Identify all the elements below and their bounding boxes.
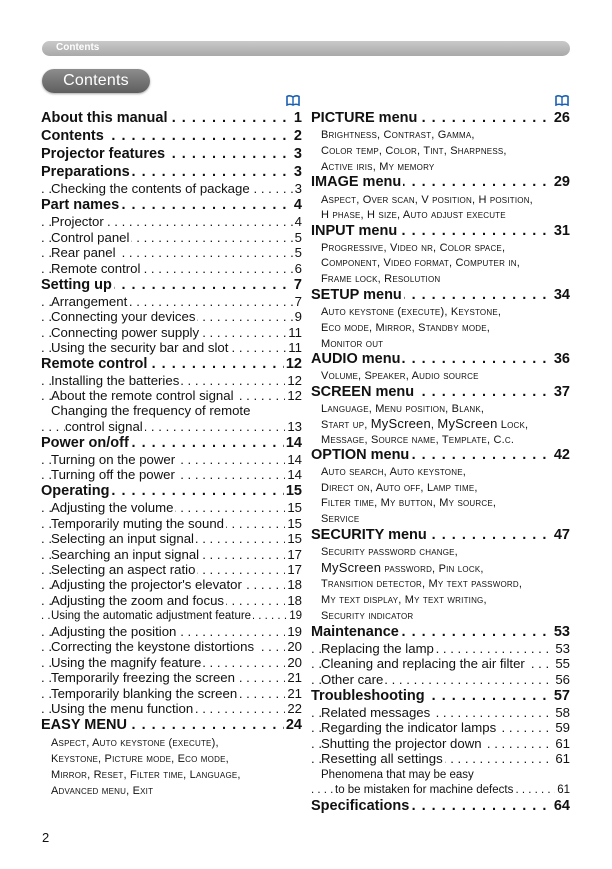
toc-subentry[interactable] bbox=[311, 736, 570, 752]
toc-page-number: 12 bbox=[287, 388, 302, 403]
toc-entry-title: Checking the contents of package bbox=[51, 181, 250, 196]
menu-items-list: Brightness, Contrast, Gamma, bbox=[321, 129, 475, 141]
toc-page-number: 22 bbox=[287, 701, 302, 716]
toc-entry-title: Connecting your devices bbox=[51, 309, 196, 324]
toc-page-number: 19 bbox=[289, 610, 302, 622]
toc-entry-title: Replacing the lamp bbox=[321, 641, 434, 656]
toc-section-entry[interactable] bbox=[311, 624, 570, 641]
toc-entry-title: IMAGE menu bbox=[311, 174, 402, 190]
toc-page-number: 7 bbox=[293, 277, 302, 293]
page-title: Contents bbox=[63, 72, 129, 89]
toc-subentry[interactable] bbox=[41, 639, 302, 655]
toc-section-entry[interactable] bbox=[41, 717, 302, 734]
book-icon bbox=[555, 95, 569, 106]
toc-page-number: 11 bbox=[288, 325, 302, 340]
toc-page-number: 4 bbox=[294, 214, 302, 229]
toc-page-number: 7 bbox=[294, 294, 302, 309]
toc-page-number: 57 bbox=[553, 688, 570, 704]
toc-section-entry[interactable] bbox=[41, 435, 302, 452]
toc-page-number: 42 bbox=[553, 447, 570, 463]
book-icon bbox=[286, 95, 300, 106]
toc-entry-title: Projector features bbox=[41, 146, 166, 162]
toc-page-number: 5 bbox=[294, 245, 302, 260]
toc-entry-title: Contents bbox=[41, 128, 104, 144]
toc-page-number: 17 bbox=[287, 562, 302, 577]
toc-entry-title: Regarding the indicator lamps bbox=[321, 720, 497, 735]
toc-page-number: 31 bbox=[553, 223, 570, 239]
toc-subentry[interactable] bbox=[41, 419, 302, 435]
toc-section-entry[interactable] bbox=[41, 128, 302, 145]
toc-section-entry[interactable] bbox=[41, 164, 302, 181]
section-header-label: Contents bbox=[56, 42, 100, 53]
toc-page-number: 18 bbox=[287, 593, 302, 608]
toc-section-entry[interactable] bbox=[311, 688, 570, 705]
toc-subentry[interactable] bbox=[311, 751, 570, 767]
toc-page-number: 3 bbox=[294, 181, 302, 196]
menu-items-list: Auto keystone (execute), Keystone, bbox=[321, 306, 502, 318]
toc-page-number: 53 bbox=[553, 624, 570, 640]
toc-subentry[interactable] bbox=[41, 388, 302, 404]
toc-subentry[interactable] bbox=[41, 547, 302, 563]
menu-items-list: Color temp, Color, Tint, Sharpness, bbox=[321, 145, 507, 157]
page-number: 2 bbox=[42, 830, 50, 845]
toc-page-number: 6 bbox=[294, 261, 302, 276]
toc-section-entry[interactable] bbox=[311, 384, 570, 401]
toc-subentry[interactable] bbox=[41, 245, 302, 261]
toc-page-number: 37 bbox=[553, 384, 570, 400]
toc-section-entry[interactable] bbox=[41, 356, 302, 373]
menu-items-list: Security indicator bbox=[321, 610, 414, 622]
toc-section-entry[interactable] bbox=[41, 146, 302, 163]
toc-entry-title: Specifications bbox=[311, 798, 410, 814]
toc-entry-title: Setting up bbox=[41, 277, 112, 293]
toc-entry-title: Remote control bbox=[51, 261, 141, 276]
toc-entry-title: AUDIO menu bbox=[311, 351, 401, 367]
toc-subentry[interactable] bbox=[41, 516, 302, 532]
toc-page-number: 21 bbox=[287, 670, 302, 685]
toc-subentry[interactable] bbox=[41, 325, 302, 341]
toc-section-entry[interactable] bbox=[311, 110, 570, 127]
toc-section-entry[interactable] bbox=[311, 447, 570, 464]
menu-items-list: Volume, Speaker, Audio source bbox=[321, 370, 479, 382]
toc-page-number: 26 bbox=[553, 110, 570, 126]
toc-subentry[interactable] bbox=[41, 593, 302, 609]
toc-subentry[interactable] bbox=[311, 767, 570, 783]
toc-page-number: 15 bbox=[285, 483, 302, 499]
menu-items-list: Message, Source name, Template, C.c. bbox=[321, 434, 515, 446]
toc-entry-title: Preparations bbox=[41, 164, 130, 180]
menu-items-list: Monitor out bbox=[321, 338, 384, 350]
menu-items-list: Progressive, Video nr, Color space, bbox=[321, 242, 506, 254]
toc-page-number: 13 bbox=[287, 419, 302, 434]
toc-subentry[interactable] bbox=[41, 701, 302, 717]
toc-subentry[interactable] bbox=[41, 340, 302, 356]
toc-subentry[interactable] bbox=[41, 373, 302, 389]
menu-items-list: Direct on, Auto off, Lamp time, bbox=[321, 482, 478, 494]
toc-entry-title: Operating bbox=[41, 483, 110, 499]
toc-entry-title: Resetting all settings bbox=[321, 751, 443, 766]
toc-page-number: 9 bbox=[294, 309, 302, 324]
toc-section-entry[interactable] bbox=[311, 223, 570, 240]
menu-items-list: Transition detector, My text password, bbox=[321, 578, 523, 590]
toc-subentry[interactable] bbox=[41, 261, 302, 277]
toc-section-entry[interactable] bbox=[311, 174, 570, 191]
toc-subentry[interactable] bbox=[41, 403, 302, 419]
toc-subentry[interactable] bbox=[41, 531, 302, 547]
menu-items-list: H phase, H size, Auto adjust execute bbox=[321, 209, 506, 221]
toc-subentry[interactable] bbox=[41, 500, 302, 516]
toc-subentry[interactable] bbox=[41, 452, 302, 468]
toc-entry-title: Using the menu function bbox=[51, 701, 194, 716]
toc-subentry[interactable] bbox=[41, 670, 302, 686]
toc-entry-title: Using the security bar and slot bbox=[51, 340, 229, 355]
toc-entry-title: Selecting an aspect ratio bbox=[51, 562, 196, 577]
toc-entry-title: Correcting the keystone distortions bbox=[51, 639, 255, 654]
menu-items-list: Auto search, Auto keystone, bbox=[321, 466, 466, 478]
toc-page-number: 64 bbox=[553, 798, 570, 814]
menu-items-list: Security password change, bbox=[321, 546, 458, 558]
toc-entry-title: Cleaning and replacing the air filter bbox=[321, 656, 525, 671]
toc-entry-title: Turning on the power bbox=[51, 452, 176, 467]
toc-subentry[interactable] bbox=[41, 608, 302, 624]
toc-entry-title: Temporarily freezing the screen bbox=[51, 670, 235, 685]
toc-subentry[interactable] bbox=[311, 656, 570, 672]
toc-page-number: 20 bbox=[287, 655, 302, 670]
toc-subentry[interactable] bbox=[41, 181, 302, 197]
toc-entry-title: Adjusting the position bbox=[51, 624, 177, 639]
toc-entry-title: Related messages bbox=[321, 705, 431, 720]
menu-items-list: Keystone, Picture mode, Eco mode, bbox=[51, 753, 229, 765]
menu-items-list: Language, Menu position, Blank, bbox=[321, 403, 485, 415]
menu-items-list: Frame lock, Resolution bbox=[321, 273, 441, 285]
toc-entry-title: Adjusting the volume bbox=[51, 500, 174, 515]
toc-entry-title: SCREEN menu bbox=[311, 384, 415, 400]
toc-entry-title: SETUP menu bbox=[311, 287, 402, 303]
menu-items-list: Mirror, Reset, Filter time, Language, bbox=[51, 769, 241, 781]
toc-subentry[interactable] bbox=[41, 655, 302, 671]
toc-page-number: 21 bbox=[287, 686, 302, 701]
toc-subentry[interactable] bbox=[41, 294, 302, 310]
toc-page-number: 11 bbox=[288, 340, 302, 355]
toc-page-number: 3 bbox=[293, 164, 302, 180]
toc-section-entry[interactable] bbox=[311, 351, 570, 368]
toc-entry-title: INPUT menu bbox=[311, 223, 398, 239]
toc-section-entry[interactable] bbox=[311, 527, 570, 544]
menu-items-list: Eco mode, Mirror, Standby mode, bbox=[321, 322, 491, 334]
toc-page-number: 58 bbox=[555, 705, 570, 720]
toc-subentry[interactable] bbox=[41, 577, 302, 593]
toc-page-number: 19 bbox=[287, 624, 302, 639]
toc-page-number: 24 bbox=[285, 717, 302, 733]
toc-entry-title: Rear panel bbox=[51, 245, 116, 260]
toc-entry-title: Phenomena that may be easy bbox=[321, 769, 474, 781]
toc-page-number: 3 bbox=[293, 146, 302, 162]
toc-page-number: 12 bbox=[287, 373, 302, 388]
toc-section-entry[interactable] bbox=[41, 277, 302, 294]
menu-items-list: Active iris, My memory bbox=[321, 161, 435, 173]
menu-items-list: My text display, My text writing, bbox=[321, 594, 487, 606]
toc-entry-title: Maintenance bbox=[311, 624, 399, 640]
toc-entry-title: OPTION menu bbox=[311, 447, 410, 463]
menu-items-list: Component, Video format, Computer in, bbox=[321, 257, 520, 269]
toc-entry-title: Adjusting the zoom and focus bbox=[51, 593, 225, 608]
toc-section-entry[interactable] bbox=[41, 483, 302, 500]
toc-subentry[interactable] bbox=[41, 467, 302, 483]
toc-page-number: 61 bbox=[557, 784, 570, 796]
toc-page-number: 61 bbox=[555, 751, 570, 766]
toc-entry-title: Turning off the power bbox=[51, 467, 175, 482]
toc-page-number: 5 bbox=[294, 230, 302, 245]
toc-page-number: 47 bbox=[553, 527, 570, 543]
toc-page-number: 1 bbox=[293, 110, 302, 126]
toc-page-number: 12 bbox=[285, 356, 302, 372]
toc-page-number: 20 bbox=[287, 639, 302, 654]
menu-items-list: Service bbox=[321, 513, 360, 525]
toc-page-number: 53 bbox=[555, 641, 570, 656]
menu-items-list: Aspect, Auto keystone (execute), bbox=[51, 737, 219, 749]
toc-page-number: 14 bbox=[287, 467, 302, 482]
toc-entry-title: Selecting an input signal bbox=[51, 531, 194, 546]
toc-subentry[interactable] bbox=[41, 624, 302, 640]
toc-page-number: 15 bbox=[287, 500, 302, 515]
toc-page-number: 14 bbox=[285, 435, 302, 451]
toc-entry-title: Installing the batteries bbox=[51, 373, 180, 388]
menu-items-list: Advanced menu, Exit bbox=[51, 785, 154, 797]
toc-entry-title: Changing the frequency of remote bbox=[51, 403, 251, 418]
toc-page-number: 61 bbox=[555, 736, 570, 751]
toc-page-number: 4 bbox=[293, 197, 302, 213]
toc-page-number: 14 bbox=[287, 452, 302, 467]
toc-subentry[interactable] bbox=[311, 720, 570, 736]
toc-entry-title: Using the automatic adjustment feature bbox=[51, 610, 252, 622]
menu-items-list: Aspect, Over scan, V position, H position, bbox=[321, 194, 533, 206]
toc-subentry[interactable] bbox=[41, 562, 302, 578]
toc-entry-title: to be mistaken for machine defects bbox=[335, 784, 514, 796]
menu-items-list: Filter time, My button, My source, bbox=[321, 497, 497, 509]
toc-page-number: 15 bbox=[287, 516, 302, 531]
toc-page-number: 34 bbox=[553, 287, 570, 303]
toc-page-number: 2 bbox=[293, 128, 302, 144]
toc-page-number: 29 bbox=[553, 174, 570, 190]
toc-entry-title: control signal bbox=[65, 419, 143, 434]
toc-entry-title: Temporarily blanking the screen bbox=[51, 686, 238, 701]
toc-subentry[interactable] bbox=[41, 230, 302, 246]
toc-subentry[interactable] bbox=[41, 309, 302, 325]
toc-entry-title: Adjusting the projector's elevator bbox=[51, 577, 242, 592]
toc-entry-title: Part names bbox=[41, 197, 120, 213]
toc-subentry[interactable] bbox=[311, 782, 570, 798]
toc-subentry[interactable] bbox=[41, 686, 302, 702]
toc-entry-title: Other care bbox=[321, 672, 384, 687]
toc-entry-title: Using the magnify feature bbox=[51, 655, 202, 670]
toc-entry-title: Temporarily muting the sound bbox=[51, 516, 224, 531]
toc-page-number: 55 bbox=[555, 656, 570, 671]
toc-entry-title: SECURITY menu bbox=[311, 527, 427, 543]
toc-entry-title: Connecting power supply bbox=[51, 325, 200, 340]
section-header-bar bbox=[42, 41, 570, 56]
toc-entry-title: EASY MENU bbox=[41, 717, 127, 733]
menu-items-list: MyScreen password, Pin lock, bbox=[321, 560, 484, 575]
toc-entry-title: PICTURE menu bbox=[311, 110, 418, 126]
toc-section-entry[interactable] bbox=[311, 798, 570, 815]
toc-entry-title: Troubleshooting bbox=[311, 688, 425, 704]
toc-page-number: 15 bbox=[287, 531, 302, 546]
toc-page-number: 56 bbox=[555, 672, 570, 687]
toc-page-number: 18 bbox=[287, 577, 302, 592]
toc-page-number: 36 bbox=[553, 351, 570, 367]
toc-entry-title: About this manual bbox=[41, 110, 168, 126]
toc-subentry[interactable] bbox=[311, 672, 570, 688]
toc-subentry[interactable] bbox=[311, 641, 570, 657]
toc-entry-title: Power on/off bbox=[41, 435, 129, 451]
toc-section-entry[interactable] bbox=[41, 110, 302, 127]
toc-section-entry[interactable] bbox=[311, 287, 570, 304]
toc-entry-title: About the remote control signal bbox=[51, 388, 234, 403]
toc-subentry[interactable] bbox=[41, 214, 302, 230]
toc-entry-title: Remote control bbox=[41, 356, 148, 372]
toc-entry-title: Control panel bbox=[51, 230, 130, 245]
toc-section-entry[interactable] bbox=[41, 197, 302, 214]
toc-entry-title: Searching an input signal bbox=[51, 547, 200, 562]
page-title-badge bbox=[42, 69, 150, 93]
toc-subentry[interactable] bbox=[311, 705, 570, 721]
toc-page-number: 17 bbox=[287, 547, 302, 562]
toc-entry-title: Projector bbox=[51, 214, 104, 229]
menu-items-list: Start up, MyScreen, MyScreen Lock, bbox=[321, 416, 529, 431]
toc-entry-title: Arrangement bbox=[51, 294, 128, 309]
toc-page-number: 59 bbox=[555, 720, 570, 735]
toc-entry-title: Shutting the projector down bbox=[321, 736, 482, 751]
